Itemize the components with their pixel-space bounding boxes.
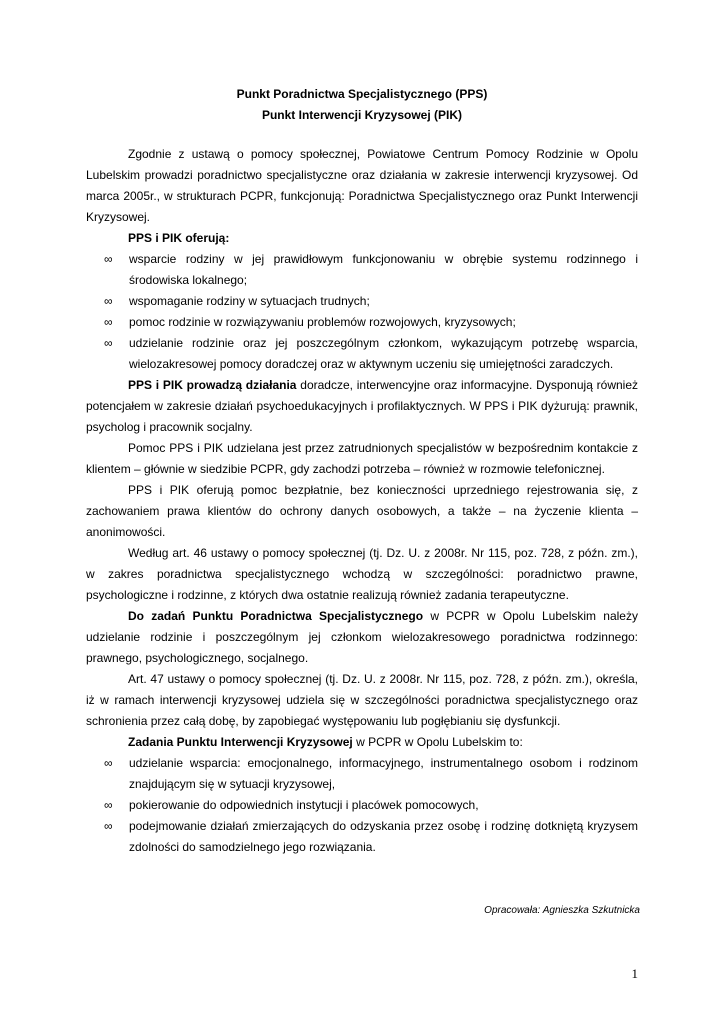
intro-paragraph: Zgodnie z ustawą o pomocy społecznej, Powiatowe Centrum Pomocy Rodzinie w Opolu Lubelskim prowadzi poradnictwo specjalistyczne oraz działania w zakresie interwencji kryzysowej. Od marca 2005r., w strukturach PCPR, funkcjonują: Poradnictwa Specjalistycznego oraz Punkt Interwencji Kryzysowej. <box>86 147 638 224</box>
activities-paragraph <box>86 375 638 438</box>
pik-tasks-bold-text: Zadania Punktu Interwencji Kryzysowej <box>128 735 353 749</box>
offer-item-text: wsparcie rodziny w jej prawidłowym funkcjonowaniu w obrębie systemu rodzinnego i środowiska lokalnego; <box>129 252 638 287</box>
pik-list-item <box>86 816 638 858</box>
pik-tasks-heading <box>128 732 638 753</box>
document-body <box>86 144 638 858</box>
pik-list-item <box>86 753 638 795</box>
pps-tasks-bold-text: Do zadań Punktu Poradnictwa Specjalistycznego <box>128 609 424 623</box>
pik-list <box>86 753 638 858</box>
help-paragraph: Pomoc PPS i PIK udzielana jest przez zatrudnionych specjalistów w bezpośrednim kontakcie z klientem – głównie w siedzibie PCPR, gdy zachodzi potrzeba – również w rozmowie telefonicznej. <box>86 441 638 476</box>
offer-item-text: pomoc rodzinie w rozwiązywaniu problemów rozwojowych, kryzysowych; <box>129 315 516 329</box>
pik-item-text: podejmowanie działań zmierzających do odzyskania przez osobę i rodzinę dotkniętą kryzysem zdolności do samodzielnego jego rozwiązania. <box>129 819 638 854</box>
bullet-icon: ∞ <box>104 315 113 329</box>
offer-list-item <box>86 249 638 291</box>
offer-heading <box>128 228 638 249</box>
pps-tasks-text: w PCPR w Opolu Lubelskim należy udzielanie rodzinie i poszczególnym jej członkom wielozakresowego poradnictwa rodzinnego: prawnego, psychologicznego, socjalnego. <box>86 609 638 665</box>
bullet-icon: ∞ <box>104 252 113 266</box>
offer-list-item <box>86 291 638 312</box>
offer-item-text: wspomaganie rodziny w sytuacjach trudnych; <box>129 294 370 308</box>
bullet-icon: ∞ <box>104 819 113 833</box>
pik-item-text: pokierowanie do odpowiednich instytucji i placówek pomocowych, <box>129 798 479 812</box>
bullet-icon: ∞ <box>104 294 113 308</box>
offer-item-text: udzielanie rodzinie oraz jej poszczególnym członkom, wykazującym potrzebę wsparcia, wielozakresowej pomocy doradczej oraz w aktywnym uczeniu się umiejętności zaradczych. <box>129 336 638 371</box>
offer-list <box>86 249 638 375</box>
art46-paragraph: Według art. 46 ustawy o pomocy społecznej (tj. Dz. U. z 2008r. Nr 115, poz. 728, z późn. zm.), w zakres poradnictwa specjalistycznego wchodzą w szczególności: poradnictwo prawne, psychologiczne i rodzinne, z których dwa ostatnie realizują również zadania terapeutyczne. <box>86 546 638 602</box>
pik-item-text: udzielanie wsparcia: emocjonalnego, informacyjnego, instrumentalnego osobom i rodzinom znajdującym się w sytuacji kryzysowej, <box>129 756 638 791</box>
document-title-line-1: Punkt Poradnictwa Specjalistycznego (PPS) <box>236 87 488 101</box>
bullet-icon: ∞ <box>104 798 113 812</box>
author-signature: Opracowała: Agnieszka Szkutnicka <box>484 905 640 916</box>
page-number: 1 <box>631 966 638 981</box>
free-paragraph: PPS i PIK oferują pomoc bezpłatnie, bez konieczności uprzedniego rejestrowania się, z zachowaniem prawa klientów do ochrony danych osobowych, a także – na życzenie klienta – anonimowości. <box>86 483 638 539</box>
pik-list-item <box>86 795 638 816</box>
activities-bold-text: PPS i PIK prowadzą działania <box>128 378 297 392</box>
art47-paragraph: Art. 47 ustawy o pomocy społecznej (tj. Dz. U. z 2008r. Nr 115, poz. 728, z późn. zm.), określa, iż w ramach interwencji kryzysowej udziela się w szczególności poradnictwa specjalistycznego oraz schronienia przez całą dobę, by zapobiegać występowaniu lub pogłębianiu się dysfunkcji. <box>86 672 638 728</box>
pps-tasks-paragraph <box>86 606 638 669</box>
bullet-icon: ∞ <box>104 336 113 350</box>
offer-heading-text: PPS i PIK oferują: <box>128 231 230 245</box>
bullet-icon: ∞ <box>104 756 113 770</box>
offer-list-item <box>86 333 638 375</box>
offer-list-item <box>86 312 638 333</box>
activities-text: doradcze, interwencyjne oraz informacyjne. Dysponują również potencjałem w zakresie działań psychoedukacyjnych i profilaktycznych. W PPS i PIK dyżurują: prawnik, psycholog i pracownik socjalny. <box>86 378 638 434</box>
pik-tasks-text: w PCPR w Opolu Lubelskim to: <box>352 735 523 749</box>
document-title-line-2: Punkt Interwencji Kryzysowej (PIK) <box>261 108 463 122</box>
